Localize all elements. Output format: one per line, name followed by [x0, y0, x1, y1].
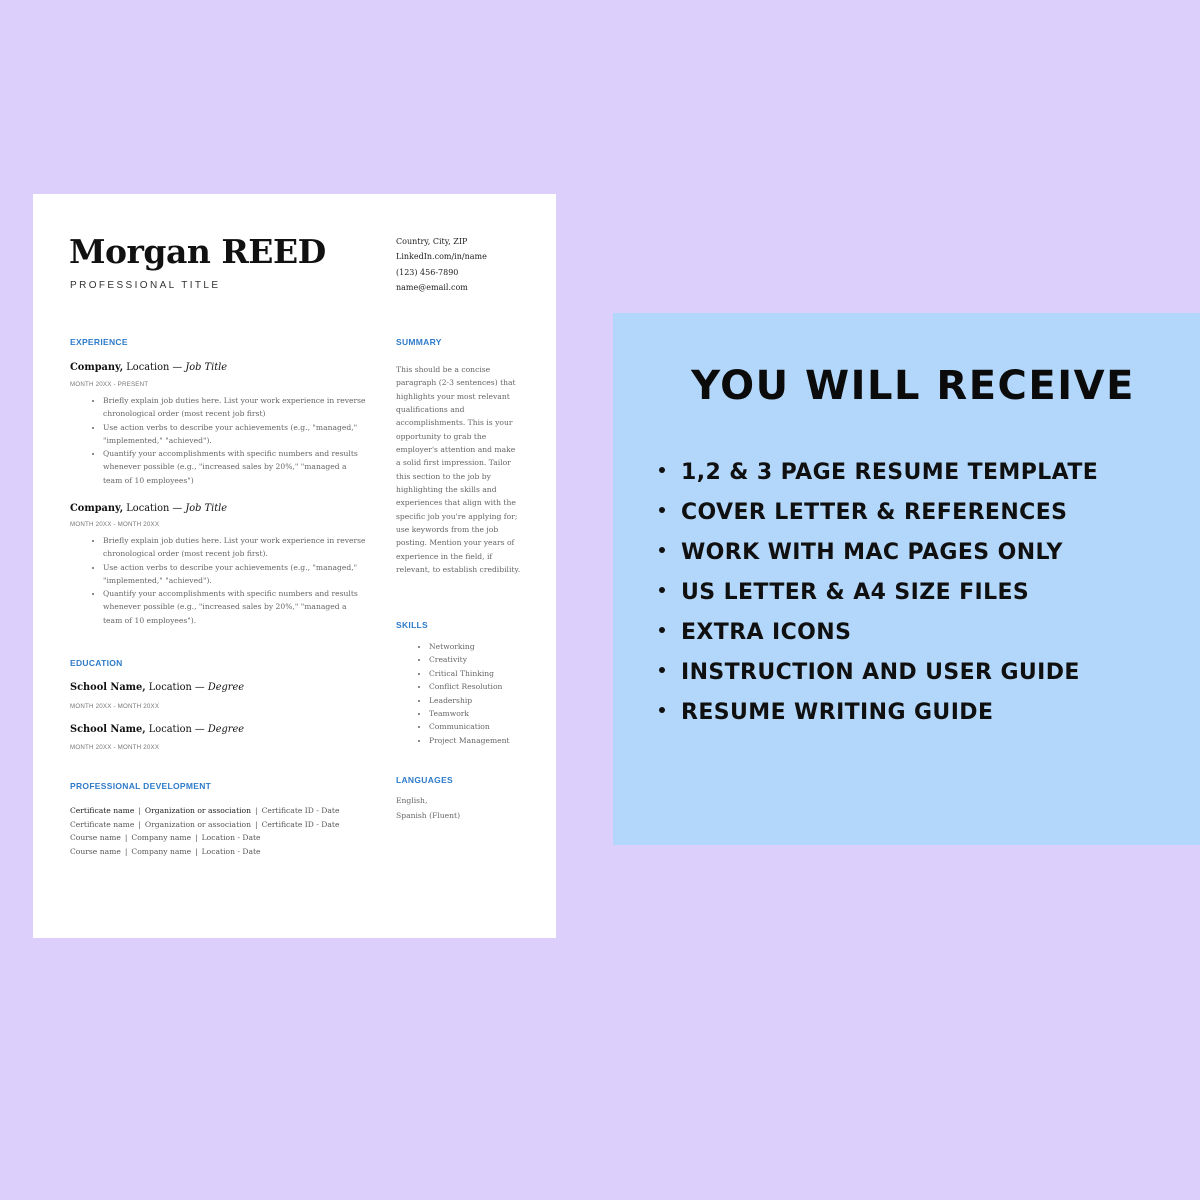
list-item: Spanish (Fluent): [396, 810, 461, 820]
list-item: Course name | Company name | Location - Date: [70, 846, 261, 856]
job-title: Job Title: [185, 503, 228, 514]
list-item: COVER LETTER & REFERENCES: [659, 498, 1098, 538]
job-heading: [70, 503, 227, 514]
list-item: • Use action verbs to describe your achievements (e.g., "managed," "implemented," "achieved").: [103, 561, 368, 588]
job-dates: MONTH 20XX - MONTH 20XX: [70, 521, 160, 528]
list-item: • Quantify your accomplishments with specific numbers and results whenever possible (e.g., "increased sales by 20%," "managed a team of 10 employees").: [103, 587, 368, 627]
section-heading-experience: EXPERIENCE: [70, 337, 128, 347]
list-item: 1,2 & 3 PAGE RESUME TEMPLATE: [659, 458, 1098, 498]
section-heading-languages: LANGUAGES: [396, 775, 454, 785]
education-school: School Name,: [70, 682, 146, 693]
list-item: US LETTER & A4 SIZE FILES: [659, 578, 1098, 618]
education-dates: MONTH 20XX - MONTH 20XX: [70, 703, 160, 710]
job-company: Company,: [70, 503, 124, 514]
section-heading-professional-development: PROFESSIONAL DEVELOPMENT: [70, 781, 212, 791]
job-title: Job Title: [185, 362, 228, 373]
job-dates: MONTH 20XX - PRESENT: [70, 381, 149, 388]
professional-development-list: [70, 804, 339, 858]
list-item: • Use action verbs to describe your achievements (e.g., "managed," "implemented," "achieved").: [103, 421, 368, 448]
list-item: • Briefly explain job duties here. List your work experience in reverse chronological order (most recent job first): [103, 394, 368, 421]
features-panel: [613, 313, 1200, 845]
list-item: Course name | Company name | Location - Date: [70, 833, 261, 842]
section-heading-summary: SUMMARY: [396, 337, 442, 347]
bullet-icon: [659, 507, 665, 513]
education-school: School Name,: [70, 724, 146, 735]
list-item: Certificate name | Organization or association | Certificate ID - Date: [70, 806, 340, 815]
list-item: • Networking: [429, 640, 510, 653]
section-heading-skills: SKILLS: [396, 620, 429, 630]
list-item: RESUME WRITING GUIDE: [659, 698, 1098, 738]
list-item: • Critical Thinking: [429, 667, 510, 680]
languages-list: [396, 794, 460, 823]
education-heading: [70, 682, 244, 693]
list-item: • Creativity: [429, 653, 510, 666]
job-bullets: [93, 394, 368, 487]
contact-linkedin: LinkedIn.com/in/name: [396, 252, 487, 262]
list-item: • Briefly explain job duties here. List your work experience in reverse chronological order (most recent job first).: [103, 534, 368, 561]
list-item: Certificate name | Organization or association | Certificate ID - Date: [70, 819, 340, 829]
section-heading-education: EDUCATION: [70, 658, 123, 668]
list-item: WORK WITH MAC PAGES ONLY: [659, 538, 1098, 578]
list-item: • Project Management: [429, 734, 510, 747]
bullet-icon: [659, 547, 665, 553]
job-location: Location —: [123, 362, 186, 373]
list-item: INSTRUCTION AND USER GUIDE: [659, 658, 1098, 698]
job-heading: [70, 362, 227, 373]
resume-professional-title: PROFESSIONAL TITLE: [70, 280, 221, 291]
contact-block: [396, 234, 487, 295]
list-item: • Leadership: [429, 694, 510, 707]
education-heading: [70, 724, 244, 735]
list-item: • Communication: [429, 720, 510, 733]
list-item: • Quantify your accomplishments with specific numbers and results whenever possible (e.g., "increased sales by 20%," "managed a team of 10 employees"): [103, 447, 368, 487]
list-item: • Teamwork: [429, 707, 510, 720]
education-degree: Degree: [207, 724, 245, 735]
list-item: • Conflict Resolution: [429, 680, 510, 693]
summary-text: This should be a concise paragraph (2-3 sentences) that highlights your most relevant qualifications and accomplishments. This is your opportunity to grab the employer's attention and make a solid first impression. Tailor this section to the job by highlighting the skills and experiences that align with the specific job you're applying for; use keywords from the job posting. Mention your years of experience in the field, if relevant, to establish credibility.: [396, 365, 521, 575]
list-item: EXTRA ICONS: [659, 618, 1098, 658]
contact-email: name@email.com: [396, 282, 468, 292]
bullet-icon: [659, 627, 665, 633]
resume-preview: [33, 194, 556, 938]
skills-list: [413, 640, 510, 747]
features-list: [659, 458, 1098, 738]
job-company: Company,: [70, 362, 124, 373]
bullet-icon: [659, 667, 665, 673]
bullet-icon: [659, 467, 665, 473]
job-bullets: [93, 534, 368, 627]
bullet-icon: [659, 587, 665, 593]
panel-title: YOU WILL RECEIVE: [691, 363, 1135, 409]
bullet-icon: [659, 707, 665, 713]
education-location: Location —: [145, 682, 208, 693]
job-location: Location —: [123, 503, 186, 514]
contact-phone: (123) 456-7890: [396, 267, 459, 277]
contact-address: Country, City, ZIP: [396, 237, 468, 246]
list-item: English,: [396, 796, 428, 805]
education-location: Location —: [145, 724, 208, 735]
education-dates: MONTH 20XX - MONTH 20XX: [70, 744, 160, 751]
resume-name: Morgan REED: [69, 232, 326, 271]
education-degree: Degree: [207, 682, 245, 693]
